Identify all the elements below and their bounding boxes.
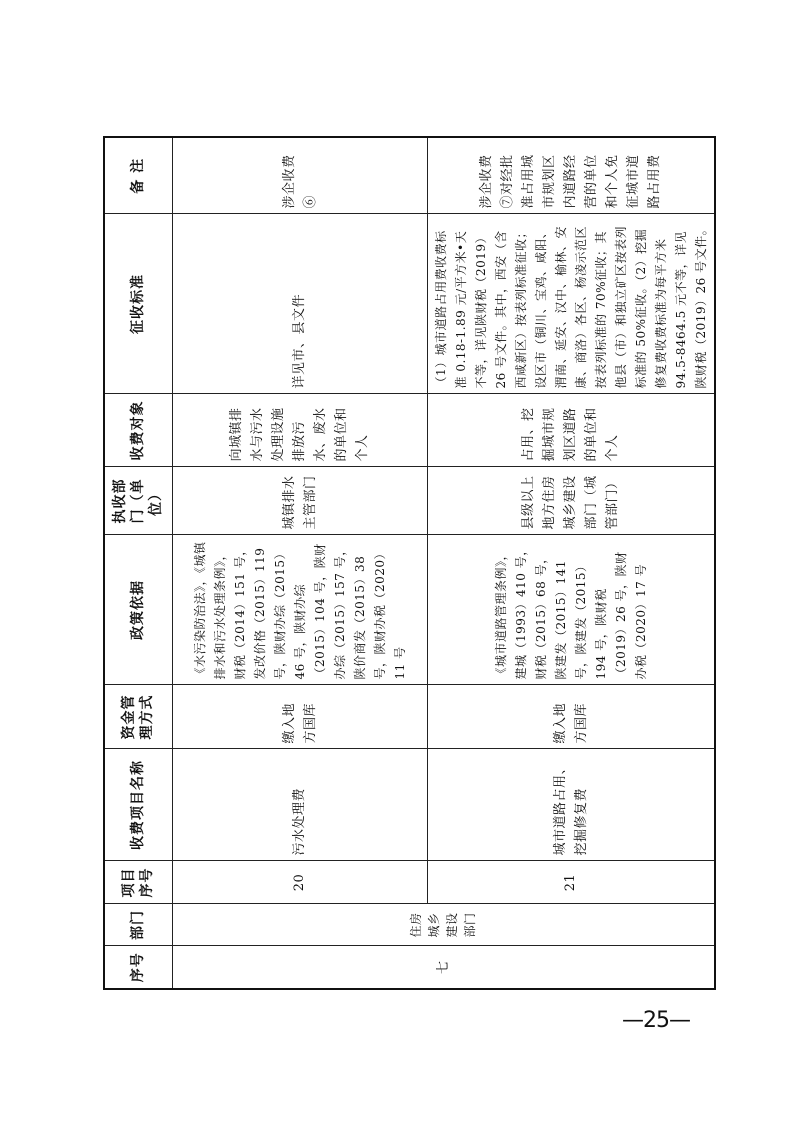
header-item-seq: 项目序号 xyxy=(104,861,172,904)
group-dept: 住房城乡建设部门 xyxy=(172,904,715,946)
page-number: —25— xyxy=(622,1008,690,1033)
rotated-table-area xyxy=(103,138,708,990)
fee-standard: 详见市、县文件 xyxy=(172,214,427,394)
policy-basis: 《水污染防治法》，《城镇排水和污水处理条例》，财税（2014）151 号，发改价格（2015）119 号，陕财办综（2015）46 号，陕财办综（2015）104 号，陕财办综（2015）157 号，陕价商发（2015）38 号，陕财办税（2020）11 号 xyxy=(172,535,427,685)
item-name: 城市道路占用、挖掘修复费 xyxy=(427,749,715,861)
fee-payer: 向城镇排水与污水处理设施排放污水、废水的单位和个人 xyxy=(172,394,427,467)
header-dept: 部门 xyxy=(104,904,172,946)
header-item-name: 收费项目名称 xyxy=(104,749,172,861)
header-payer: 收费对象 xyxy=(104,394,172,467)
header-standard: 征收标准 xyxy=(104,214,172,394)
fee-payer: 占用、挖掘城市规划区道路的单位和个人 xyxy=(427,394,715,467)
table-row xyxy=(427,137,715,989)
item-name: 污水处理费 xyxy=(172,749,427,861)
policy-basis: 《城市道路管理条例》，建城（1993）410 号，财税（2015）68 号，陕建发（2015）141 号，陕建发（2015）194 号，陕财税（2019）26 号，陕财办税（2020）17 号 xyxy=(427,535,715,685)
header-seq: 序号 xyxy=(104,946,172,989)
rotated-table-content xyxy=(103,138,708,990)
header-policy: 政策依据 xyxy=(104,535,172,685)
remark: 涉企收费⑦对经批准占用城市规划区内道路经营的单位和个人免征城市道路占用费 xyxy=(427,137,715,214)
fund-management: 缴入地方国库 xyxy=(427,685,715,749)
collecting-agency: 县级以上地方住房城乡建设部门（城管部门） xyxy=(427,467,715,535)
fee-standard: （1）城市道路占用费收费标准 0.18-1.89 元/平方米•天不等，详见陕财税（2019）26 号文件。其中，西安（含西咸新区）按表列标准征收；设区市（铜川、宝鸡、咸阳、渭南、延安、汉中、榆林、安康、商洛）各区、杨凌示范区按表列标准的 70%征收；其他县（市）和独立矿区按表列标准的 50%征收。（2）挖掘修复费收费标准为每平方米 94.5-8464.5 元不等，详见陕财税（2019）26 号文件。 xyxy=(427,214,715,394)
fee-table xyxy=(103,136,716,990)
group-seq: 七 xyxy=(172,946,715,989)
header-note: 备 注 xyxy=(104,137,172,214)
remark: 涉企收费⑥ xyxy=(172,137,427,214)
item-seq: 20 xyxy=(172,861,427,904)
table-row xyxy=(172,137,427,989)
header-fund: 资金管理方式 xyxy=(104,685,172,749)
fund-management: 缴入地方国库 xyxy=(172,685,427,749)
header-agency: 执收部门（单位） xyxy=(104,467,172,535)
header-row xyxy=(104,137,172,989)
item-seq: 21 xyxy=(427,861,715,904)
collecting-agency: 城镇排水主管部门 xyxy=(172,467,427,535)
